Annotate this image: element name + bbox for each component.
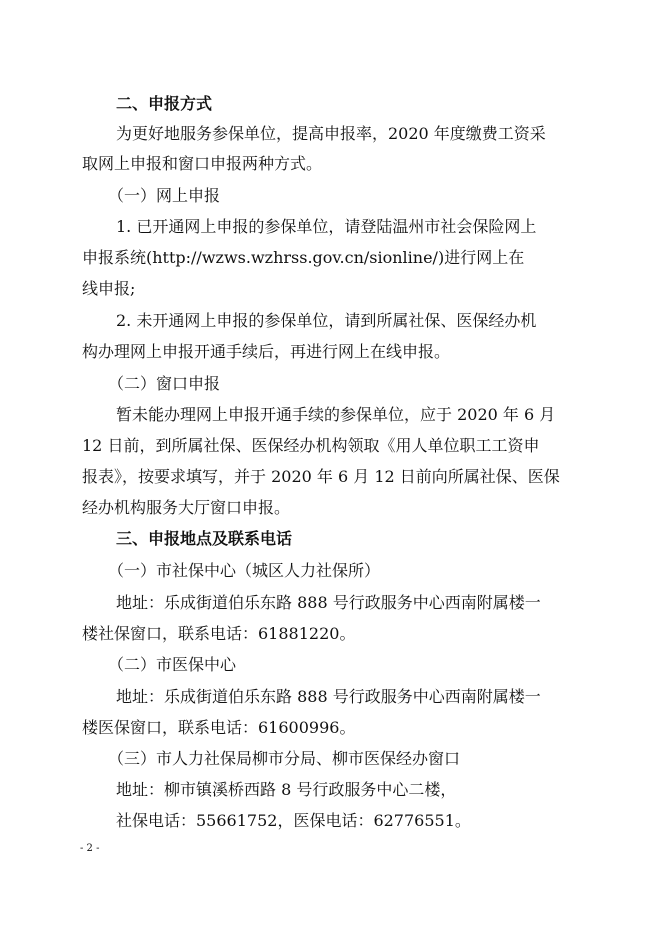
center3-addr-line1: 地址：柳市镇溪桥西路 8 号行政服务中心二楼， xyxy=(116,780,457,799)
window-line2: 12 日前，到所属社保、医保经办机构领取《用人单位职工工资申 xyxy=(82,436,540,455)
window-heading: （二）窗口申报 xyxy=(108,374,221,393)
online-item1-line1: 1. 已开通网上申报的参保单位，请登陆温州市社会保险网上 xyxy=(116,217,537,236)
online-item1-line2: 申报系统(http://wzws.wzhrss.gov.cn/sionline/)进行网上在 xyxy=(82,248,525,267)
online-item1-line3: 线申报; xyxy=(82,279,136,298)
online-item2-line1: 2. 未开通网上申报的参保单位，请到所属社保、医保经办机 xyxy=(116,311,537,330)
center3-phone-line: 社保电话：55661752，医保电话：62776551。 xyxy=(116,811,471,830)
center2-addr-line2: 楼医保窗口，联系电话：61600996。 xyxy=(82,718,356,737)
section2-intro-line1: 为更好地服务参保单位，提高申报率，2020 年度缴费工资采 xyxy=(116,124,546,143)
window-line1: 暂未能办理网上申报开通手续的参保单位，应于 2020 年 6 月 xyxy=(116,405,556,424)
window-line4: 经办机构服务大厅窗口申报。 xyxy=(82,498,291,517)
center2-heading: （二）市医保中心 xyxy=(108,655,237,674)
center3-heading: （三）市人力社保局柳市分局、柳市医保经办窗口 xyxy=(108,749,461,768)
section2-heading: 二、申报方式 xyxy=(116,94,213,113)
center1-addr-line2: 楼社保窗口，联系电话：61881220。 xyxy=(82,624,356,643)
center1-heading: （一）市社保中心（城区人力社保所） xyxy=(108,561,381,580)
center1-addr-line1: 地址：乐成街道伯乐东路 888 号行政服务中心西南附属楼一 xyxy=(116,593,541,612)
section3-heading: 三、申报地点及联系电话 xyxy=(116,529,293,548)
center2-addr-line1: 地址：乐成街道伯乐东路 888 号行政服务中心西南附属楼一 xyxy=(116,687,541,706)
window-line3: 报表》，按要求填写，并于 2020 年 6 月 12 日前向所属社保、医保 xyxy=(82,467,560,486)
page-number: - 2 - xyxy=(80,843,100,854)
online-heading: （一）网上申报 xyxy=(108,186,221,205)
section2-intro-line2: 取网上申报和窗口申报两种方式。 xyxy=(82,154,323,173)
online-item2-line2: 构办理网上申报开通手续后，再进行网上在线申报。 xyxy=(82,342,451,361)
